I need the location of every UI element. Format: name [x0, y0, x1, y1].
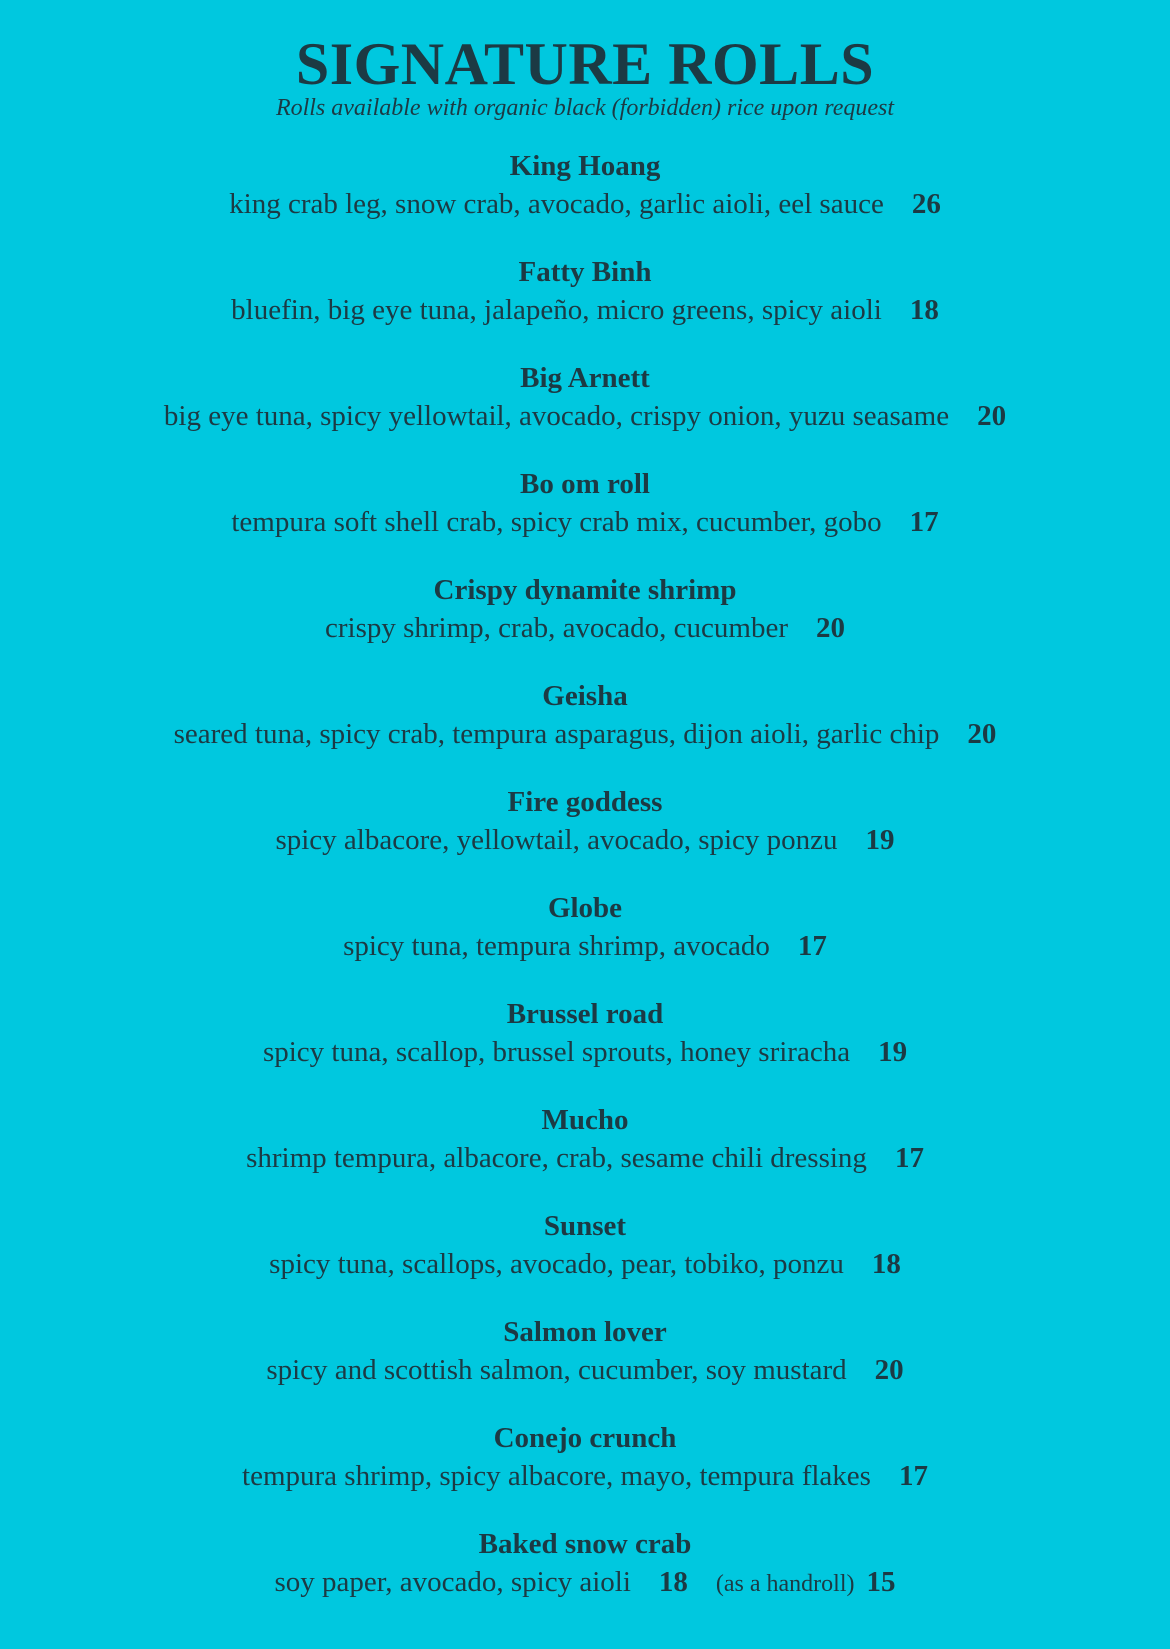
- item-line: [0, 608, 1170, 648]
- item-name: Brussel road: [506, 998, 664, 1030]
- menu-item: [0, 1420, 1170, 1496]
- item-name: Salmon lover: [503, 1316, 667, 1348]
- item-description: big eye tuna, spicy yellowtail, avocado, crispy onion, yuzu seasame: [163, 400, 950, 432]
- menu-item: [0, 466, 1170, 542]
- menu-item: [0, 572, 1170, 648]
- item-line: [0, 1138, 1170, 1178]
- item-description: soy paper, avocado, spicy aioli: [274, 1566, 631, 1598]
- item-name: Mucho: [541, 1104, 629, 1136]
- item-name: Bo om roll: [520, 468, 650, 500]
- menu-item: [0, 360, 1170, 436]
- menu-item: [0, 996, 1170, 1072]
- item-name: Baked snow crab: [478, 1528, 692, 1560]
- item-description: spicy tuna, scallop, brussel sprouts, honey sriracha: [262, 1036, 851, 1068]
- item-line: [0, 502, 1170, 542]
- item-line: [0, 1350, 1170, 1390]
- item-price: 26: [911, 188, 941, 220]
- item-line: [0, 290, 1170, 330]
- menu-title: SIGNATURE ROLLS: [295, 31, 875, 97]
- item-description: bluefin, big eye tuna, jalapeño, micro greens, spicy aioli: [231, 294, 882, 326]
- item-line: [0, 820, 1170, 860]
- item-line: [0, 1562, 1170, 1604]
- item-extra-label: (as a handroll): [715, 1571, 855, 1597]
- item-description: spicy tuna, scallops, avocado, pear, tobiko, ponzu: [269, 1248, 844, 1280]
- item-name: Fire goddess: [507, 786, 663, 818]
- item-line: [0, 1032, 1170, 1072]
- item-price: 20: [977, 400, 1007, 432]
- item-name: Geisha: [542, 680, 628, 712]
- item-price: 18: [658, 1566, 688, 1598]
- item-price: 20: [874, 1354, 904, 1386]
- menu-item: [0, 678, 1170, 754]
- item-line: [0, 926, 1170, 966]
- menu-item: [0, 890, 1170, 966]
- item-line: [0, 396, 1170, 436]
- item-name: Big Arnett: [520, 362, 650, 394]
- item-price: 19: [865, 824, 895, 856]
- menu-item: [0, 254, 1170, 330]
- item-description: seared tuna, spicy crab, tempura asparagus, dijon aioli, garlic chip: [173, 718, 940, 750]
- menu-item: [0, 1208, 1170, 1284]
- item-description: tempura soft shell crab, spicy crab mix, cucumber, gobo: [231, 506, 882, 538]
- item-description: crispy shrimp, crab, avocado, cucumber: [324, 612, 789, 644]
- item-name: Crispy dynamite shrimp: [433, 574, 737, 606]
- item-price: 17: [797, 930, 827, 962]
- item-extra-price: 15: [866, 1566, 896, 1598]
- item-line: [0, 714, 1170, 754]
- item-line: [0, 1456, 1170, 1496]
- menu-item: [0, 1314, 1170, 1390]
- menu-item: [0, 148, 1170, 224]
- item-name: Sunset: [543, 1210, 627, 1242]
- item-description: spicy albacore, yellowtail, avocado, spicy ponzu: [275, 824, 838, 856]
- menu-item: [0, 1526, 1170, 1604]
- item-description: tempura shrimp, spicy albacore, mayo, tempura flakes: [242, 1460, 871, 1492]
- item-name: Fatty Binh: [518, 256, 652, 288]
- item-description: king crab leg, snow crab, avocado, garlic aioli, eel sauce: [229, 188, 884, 220]
- item-price: 17: [894, 1142, 924, 1174]
- item-line: [0, 1244, 1170, 1284]
- item-description: spicy tuna, tempura shrimp, avocado: [343, 930, 770, 962]
- item-name: Globe: [547, 892, 623, 924]
- item-price: 17: [898, 1460, 928, 1492]
- item-line: [0, 184, 1170, 224]
- item-price: 20: [816, 612, 846, 644]
- item-price: 18: [909, 294, 939, 326]
- item-description: shrimp tempura, albacore, crab, sesame chili dressing: [246, 1142, 867, 1174]
- item-price: 17: [909, 506, 939, 538]
- item-price: 19: [878, 1036, 908, 1068]
- item-price: 20: [967, 718, 997, 750]
- item-description: spicy and scottish salmon, cucumber, soy mustard: [266, 1354, 847, 1386]
- item-name: Conejo crunch: [493, 1422, 677, 1454]
- item-name: King Hoang: [509, 150, 661, 182]
- menu-item: [0, 784, 1170, 860]
- menu-item: [0, 1102, 1170, 1178]
- menu-subtitle: Rolls available with organic black (forbidden) rice upon request: [275, 95, 895, 121]
- item-price: 18: [871, 1248, 901, 1280]
